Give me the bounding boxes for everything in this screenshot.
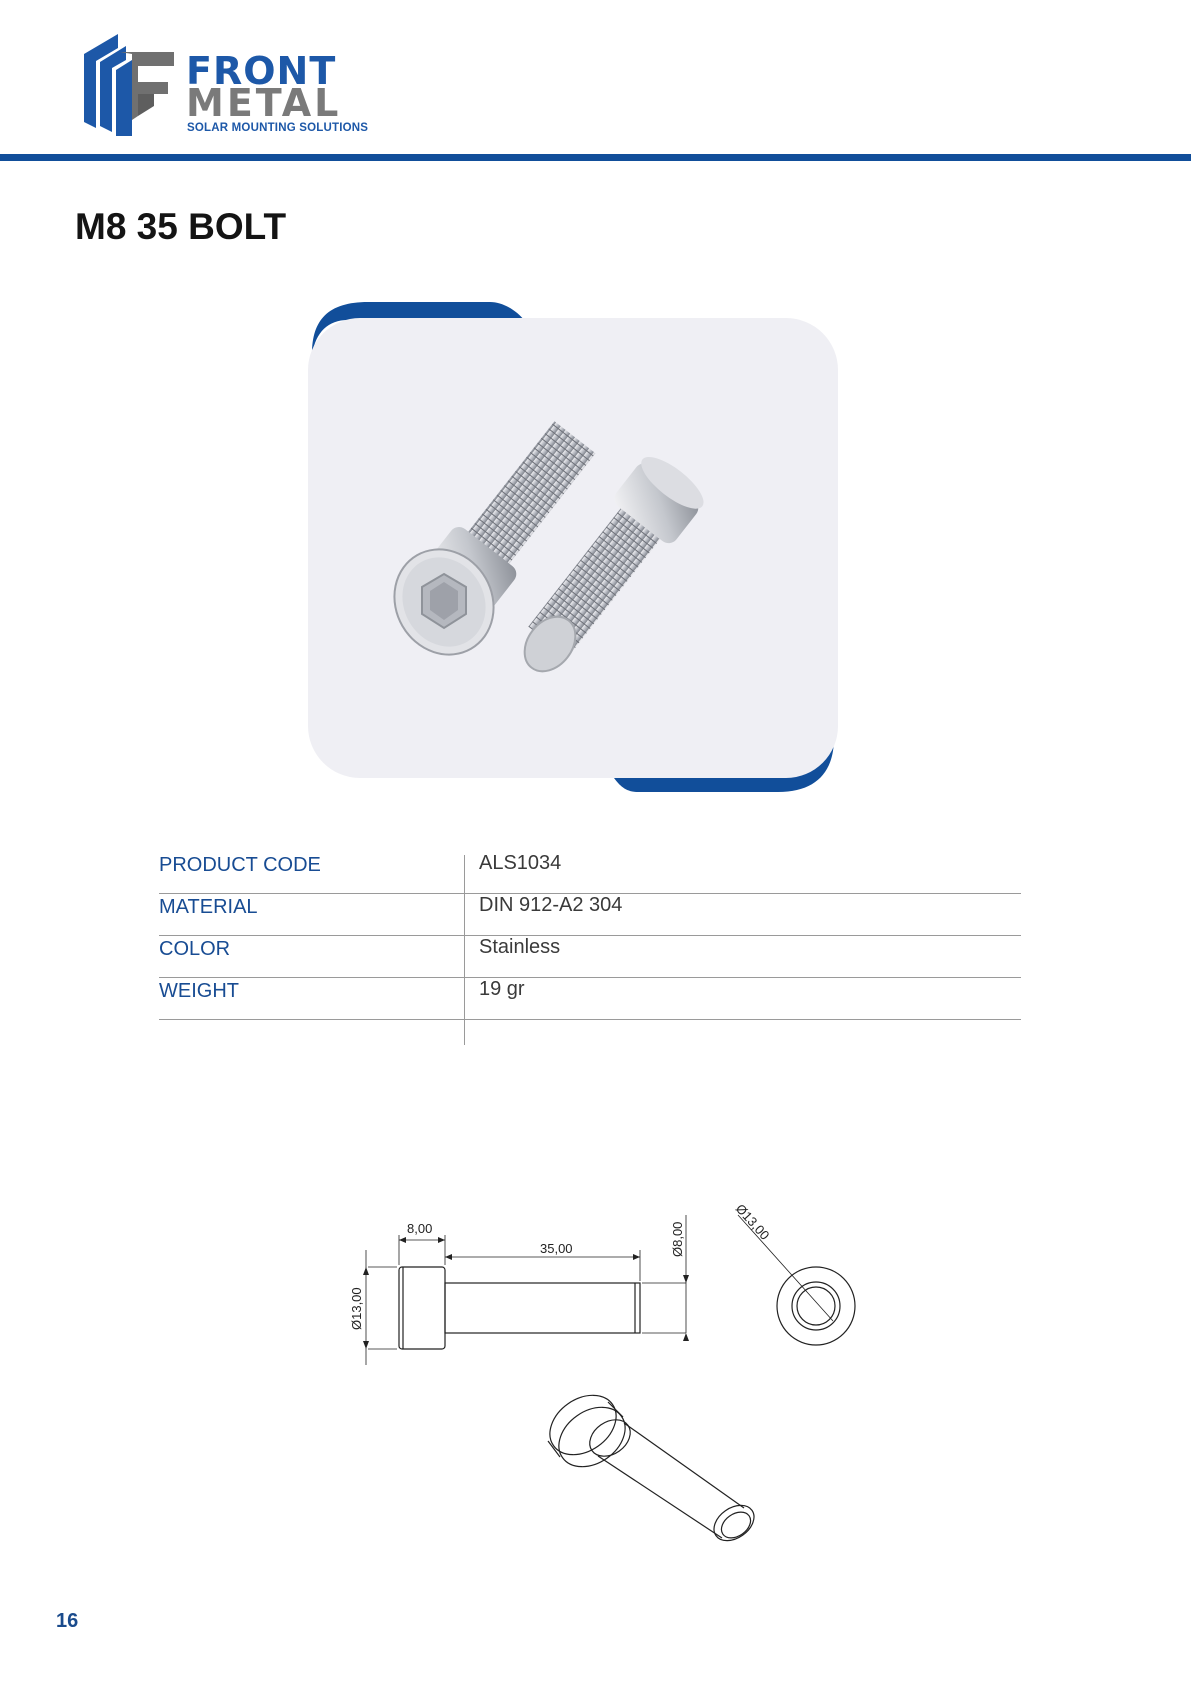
brand-name-metal: METAL [186,81,342,125]
spec-value: 19 gr [479,978,525,1000]
spec-value: ALS1034 [479,852,562,874]
bolt-end-view-outer [777,1267,855,1345]
spec-value: Stainless [479,936,561,958]
bolt-shank-side-view [445,1283,640,1333]
product-photo [308,302,838,794]
front-metal-logo-icon [76,32,180,138]
bolt-head-side-view [399,1267,445,1349]
dim-head-length-label: 8,00 [407,1221,433,1236]
brand-tagline: SOLAR MOUNTING SOLUTIONS [187,122,369,134]
header-divider [0,154,1191,161]
dim-end-view-diameter-label: Ø13,00 [732,1200,773,1243]
dim-shank-length-label: 35,00 [540,1241,573,1256]
page-number: 16 [56,1610,79,1632]
spec-row-material [159,894,1021,936]
spec-row-weight [159,978,1021,1020]
spec-label: WEIGHT [159,980,239,1002]
brand-logo [76,32,376,142]
spec-label: COLOR [159,938,231,960]
spec-label: PRODUCT CODE [159,854,321,876]
spec-value: DIN 912-A2 304 [479,894,623,916]
spec-row-product-code [159,852,1021,894]
page-title: M8 35 BOLT [75,206,287,247]
spec-row-color [159,936,1021,978]
dim-head-diameter-label: Ø13,00 [349,1287,364,1330]
spec-label: MATERIAL [159,896,258,918]
spec-table [159,852,1021,1020]
dim-shank-diameter-label: Ø8,00 [670,1221,685,1257]
bolt-isometric-view [539,1383,761,1548]
technical-drawing [340,1195,880,1555]
brand-name-front: FRONT [186,49,337,93]
